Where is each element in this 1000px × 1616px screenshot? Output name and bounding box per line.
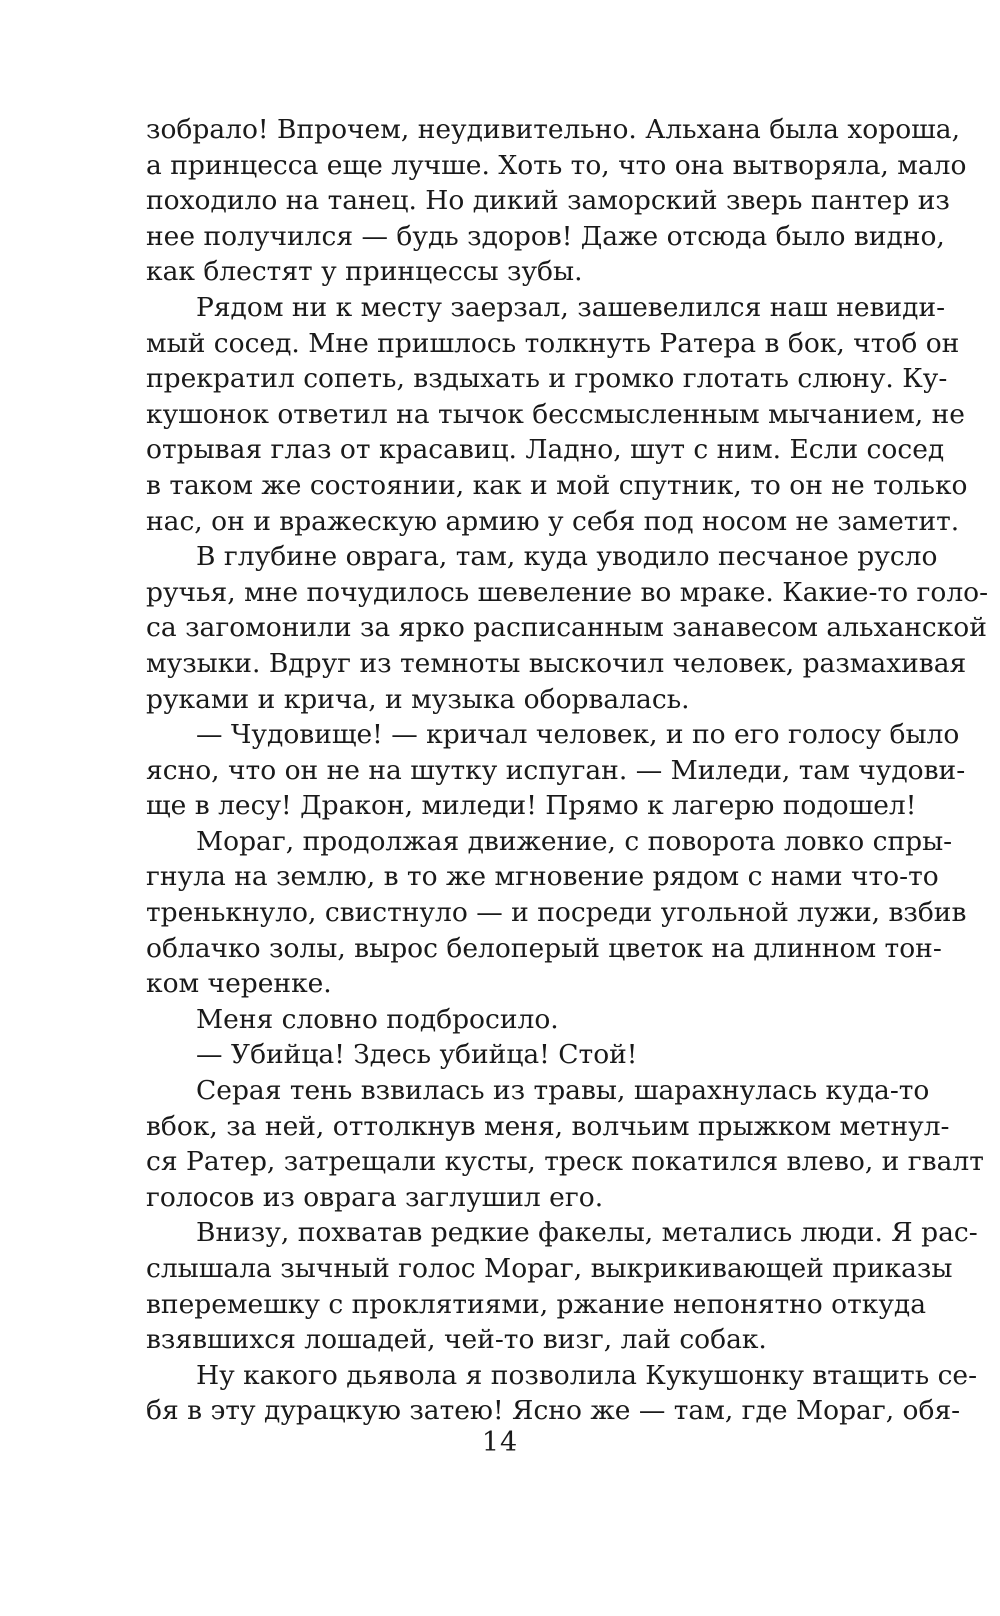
text-line: ще в лесу! Дракон, миледи! Прямо к лагерю подошел! [146,790,917,822]
text-line: кушонок ответил на тычок бессмысленным мычанием, не [146,398,965,430]
text-line: — Чудовище! — кричал человек, и по его голосу было [196,719,960,751]
text-line: ся Ратер, затрещали кусты, треск покатился влево, и гвалт [146,1146,984,1178]
text-line: ясно, что он не на шутку испуган. — Миледи, там чудови- [146,754,966,786]
text-line: зобрало! Впрочем, неудивительно. Альхана была хороша, [146,114,961,145]
text-line: Ну какого дьявола я позволила Кукушонку втащить се- [196,1359,978,1391]
text-line: голосов из оврага заглушил его. [146,1181,604,1213]
text-line: бя в эту дурацкую затею! Ясно же — там, где Мораг, обя- [146,1395,961,1427]
text-line: а принцесса еще лучше. Хоть то, что она вытворяла, мало [146,149,967,181]
text-line: Мораг, продолжая движение, с поворота ловко спры- [196,825,953,857]
text-line: слышала зычный голос Мораг, выкрикивающей приказы [146,1253,953,1284]
text-line: ком черенке. [146,968,332,1000]
text-line: походило на танец. Но дикий заморский зверь пантер из [146,185,950,217]
text-line: мый сосед. Мне пришлось толкнуть Ратера в бок, чтоб он [146,327,960,359]
text-line: нас, он и вражескую армию у себя под носом не заметит. [146,505,960,537]
text-line: в таком же состоянии, как и мой спутник, то он не только [146,469,968,501]
text-line: как блестят у принцессы зубы. [146,256,583,288]
text-line: ручья, мне почудилось шевеление во мраке. Какие-то голо- [146,576,989,608]
text-line: Меня словно подбросило. [196,1003,559,1035]
text-line: облачко золы, вырос белоперый цветок на длинном тон- [146,932,942,964]
text-line: руками и крича, и музыка оборвалась. [146,683,690,715]
text-line: В глубине оврага, там, куда уводило песчаное русло [196,541,938,573]
text-line: прекратил сопеть, вздыхать и громко глотать слюну. Ку- [146,363,948,395]
page-number: 14 [481,1427,519,1458]
text-line: вбок, за ней, оттолкнув меня, волчьим прыжком метнул- [146,1110,950,1142]
text-line: отрывая глаз от красавиц. Ладно, шут с ним. Если сосед [146,434,945,466]
text-line: — Убийца! Здесь убийца! Стой! [196,1039,638,1071]
text-line: тренькнуло, свистнуло — и посреди угольной лужи, взбив [146,897,967,929]
text-line: взявшихся лошадей, чей-то визг, лай собак. [146,1324,767,1356]
text-line: вперемешку с проклятиями, ржание непонятно откуда [146,1288,927,1320]
page-text [146,112,989,1429]
text-line: Рядом ни к месту заерзал, зашевелился наш невиди- [196,291,946,323]
text-line: Внизу, похватав редкие факелы, метались люди. Я рас- [196,1217,978,1249]
text-line: гнула на землю, в то же мгновение рядом с нами что-то [146,861,939,893]
text-line: Серая тень взвилась из травы, шарахнулась куда-то [196,1075,930,1107]
text-line: нее получился — будь здоров! Даже отсюда было видно, [146,220,945,252]
text-line: музыки. Вдруг из темноты выскочил человек, размахивая [146,647,967,679]
text-line: са загомонили за ярко расписанным занавесом альханской [146,612,987,644]
